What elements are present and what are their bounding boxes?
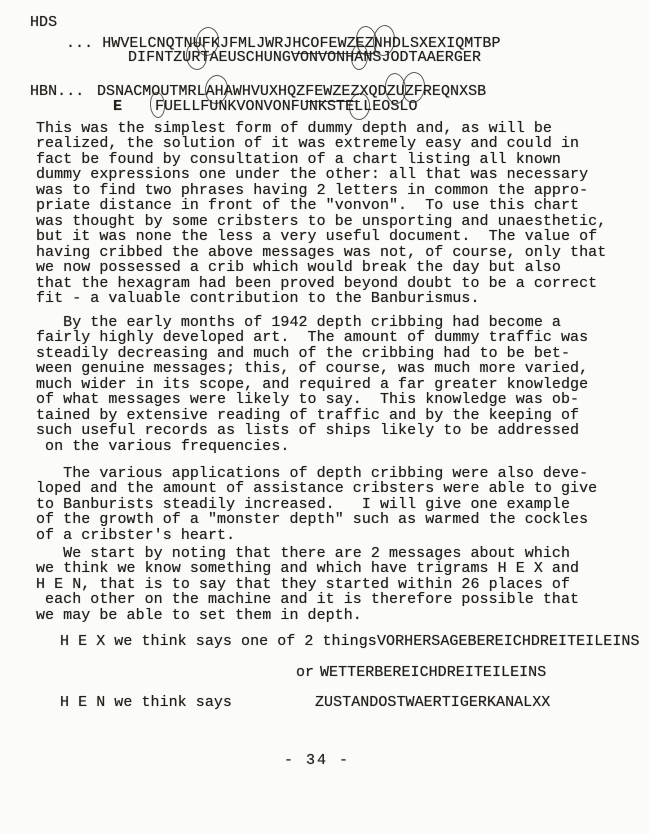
text-line: such useful records as lists of ships likely to be addressed (36, 422, 580, 440)
hex-crib-intro: H E X we think says one of 2 things (60, 633, 377, 650)
text-line: was thought by some cribsters to be unsporting and unaesthetic, (36, 212, 607, 230)
text-line: tained by extensive reading of traffic and by the keeping of (36, 406, 580, 424)
cipher-text: NHDLSXEXIQMTBP (373, 35, 501, 52)
cipher-text: HWVELCNQTNUFKJFMLJWRJ (102, 35, 293, 52)
text-line: of the growth of a "monster depth" such as warmed the cockles (36, 511, 589, 529)
text-line: loped and the amount of assistance cribsters were able to give (36, 480, 598, 498)
text-line: on the various frequencies. (36, 437, 290, 455)
text-line: dummy expressions one under the other: all that was necessary (36, 166, 589, 184)
text-line: but it was none the less a very useful document. The value of (36, 228, 598, 246)
text-line: to Banburists steadily increased. I will give one example (36, 495, 571, 513)
station-callsign-hbn: HBN... (30, 83, 85, 100)
text-line: was to find two phrases having 2 letters in common the appro- (36, 181, 589, 199)
hen-crib-intro: H E N we think says (60, 694, 232, 711)
cipher-text: DSNACMOUTMRLAHAWHVUXHQZ (97, 83, 306, 100)
cipher-line-2 (97, 84, 486, 99)
text-line: ween genuine messages; this, of course, was much more varied, (36, 360, 589, 378)
underlined-trigram: HCO (292, 35, 320, 52)
text-line: The various applications of depth cribbing were also deve- (36, 465, 589, 482)
text-line: steadily decreasing and much of the cribbing had to be bet- (36, 344, 571, 362)
text-line: H E N, that is to say that they started within 26 places of (36, 575, 571, 593)
text-line: each other on the machine and it is therefore possible that (36, 591, 580, 609)
cipher-text: XQDZUZFREQNXSB (359, 83, 487, 100)
hex-crib-option-2: WETTERBEREICHDREITEILEINS (320, 664, 547, 681)
text-line: By the early months of 1942 depth cribbing had become a (36, 314, 561, 331)
body-paragraph-2 (36, 315, 588, 454)
or-label: or (296, 664, 315, 681)
text-line: priate distance in front of the "vonvon". To use this chart (36, 197, 580, 215)
text-line: we may be able to set them in depth. (36, 606, 362, 624)
body-paragraph-3 (36, 466, 597, 543)
body-paragraph-1 (36, 121, 606, 306)
text-line: This was the simplest form of dummy depth and, as will be (36, 120, 552, 137)
text-line: having cribbed the above messages was not, of course, only that (36, 243, 607, 261)
station-callsign-hds: HDS (30, 14, 58, 31)
body-paragraph-4 (36, 546, 579, 623)
text-line: we think we know something and which have trigrams H E X and (36, 560, 580, 578)
text-line: of what messages were likely to say. This knowledge was ob- (36, 391, 580, 409)
ellipsis-dots: ... (66, 35, 94, 52)
hex-crib-option-1: VORHERSAGEBEREICHDREITEILEINS (377, 633, 640, 650)
underlined-hexagram: FEWZEZ (305, 83, 360, 100)
hen-crib: ZUSTANDOSTWAERTIGERKANALXX (315, 694, 551, 711)
text-line: fairly highly developed art. The amount of dummy traffic was (36, 329, 589, 347)
text-line: fit - a valuable contribution to the Banburismus. (36, 289, 480, 307)
text-line: much wider in its scope, and required a far greater knowledge (36, 375, 589, 393)
underlined-hexagram: FEWZEZ (319, 35, 374, 52)
text-line: that the hexagram had been proved beyond doubt to be a correct (36, 274, 598, 292)
text-line: realized, the solution of it was extremely easy and could in (36, 135, 580, 153)
correction-letter: E (113, 98, 123, 115)
plaintext-line-1: DIFNTZURTAEUSCHUNGVONVONHANSJODTAAERGER (128, 49, 482, 66)
plaintext-line-2: FUELLFUNKVONVONFUNKSTELLEOSLO (155, 98, 418, 115)
text-line: we now possessed a crib which would break the day but also (36, 259, 561, 277)
page-number: - 34 - (284, 752, 351, 769)
text-line: of a cribster's heart. (36, 526, 236, 544)
text-line: We start by noting that there are 2 messages about which (36, 545, 571, 562)
text-line: fact be found by consultation of a chart listing all known (36, 150, 561, 168)
